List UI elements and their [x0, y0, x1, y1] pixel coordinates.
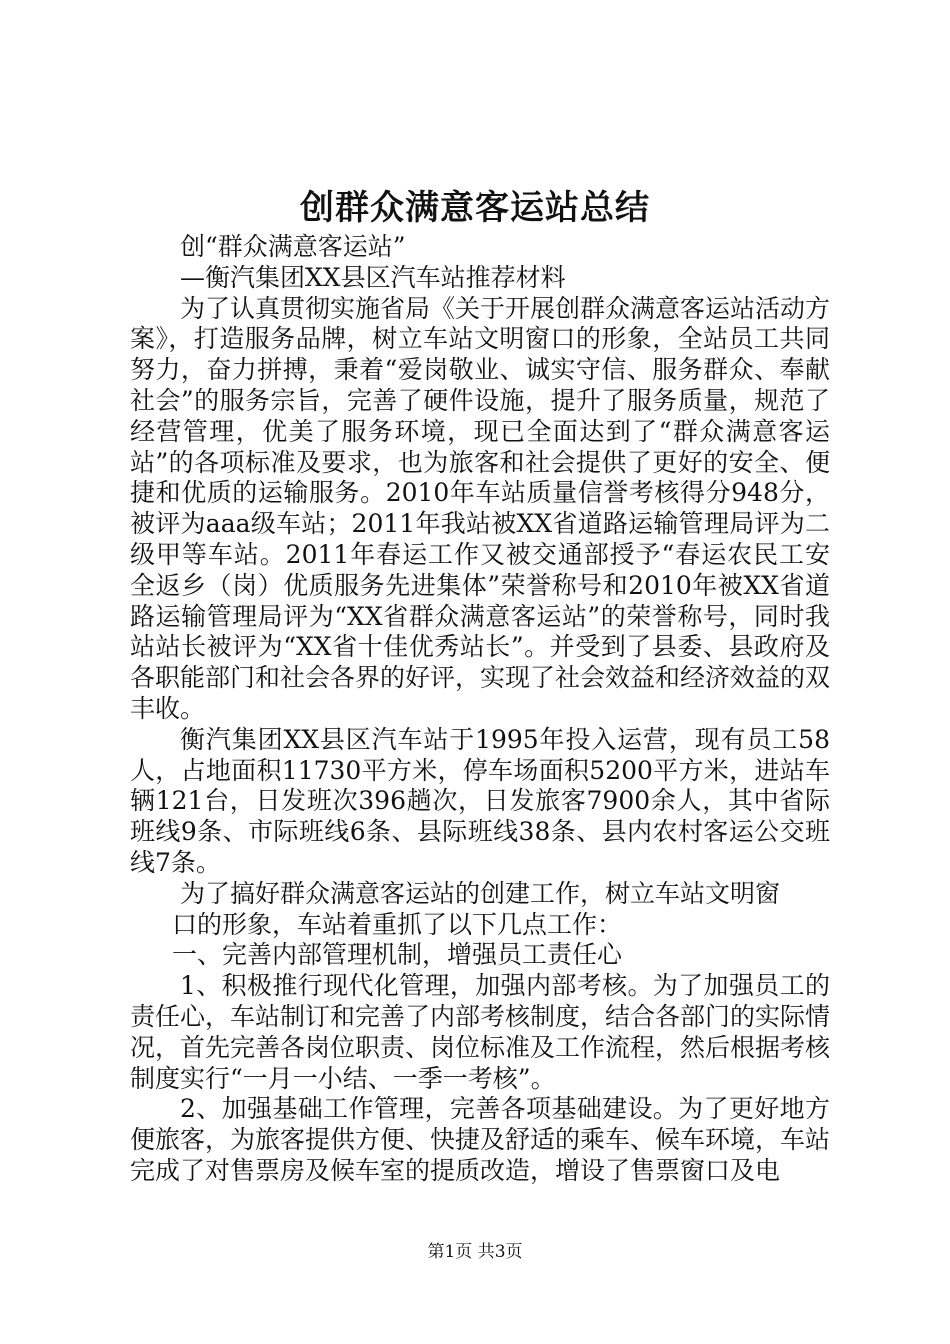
paragraph-work-lead-cont: 口的形象，车站着重抓了以下几点工作： — [172, 909, 623, 939]
paragraph-item-2: 2、加强基础工作管理，完善各项基础建设。为了更好地方便旅客，为旅客提供方便、快捷及舒适的乘车、候车环境，车站完成了对售票房及候车室的提质改造，增设了售票窗口及电 — [130, 1094, 831, 1185]
paragraph-intro: 为了认真贯彻实施省局《关于开展创群众满意客运站活动方案》，打造服务品牌，树立车站文明窗口的形象，全站员工共同努力，奋力拼搏，秉着“爱岗敬业、诚实守信、服务群众、奉献社会”的服务宗旨，完善了硬件设施，提升了服务质量，规范了经营管理，优美了服务环境，现已全面达到了“群众满意客运站”的各项标准及要求，也为旅客和社会提供了更好的安全、便捷和优质的运输服务。2010年车站质量信誉考核得分948分，被评为aaa级车站；2011年我站被XX省道路运输管理局评为二级甲等车站。2011年春运工作又被交通部授予“春运农民工安全返乡（岗）优质服务先进集体”荣誉称号和2010年被XX省道路运输管理局评为“XX省群众满意客运站”的荣誉称号，同时我站站长被评为“XX省十佳优秀站长”。并受到了县委、县政府及各职能部门和社会各界的好评，实现了社会效益和经济效益的双丰收。 — [130, 293, 831, 723]
paragraph-item-1: 1、积极推行现代化管理，加强内部考核。为了加强员工的责任心，车站制订和完善了内部考核制度，结合各部门的实际情况，首先完善各岗位职责、岗位标准及工作流程，然后根据考核制度实行“一月一小结、一季一考核”。 — [130, 971, 831, 1093]
paragraph-subtitle: 创“群众满意客运站” — [180, 232, 406, 261]
document-body — [130, 232, 830, 1187]
paragraph-overview: 衡汽集团XX县区汽车站于1995年投入运营，现有员工58人，占地面积11730平方米，停车场面积5200平方米，进站车辆121台，日发班次396趟次，日发旅客7900余人，其中省际班线9条、市际班线6条、县际班线38条、县内农村客运公交班线7条。 — [130, 724, 830, 877]
paragraph-source: —衡汽集团XX县区汽车站推荐材料 — [180, 262, 566, 292]
section-heading-1: 一、完善内部管理机制，增强员工责任心 — [172, 940, 623, 970]
document-title: 创群众满意客运站总结 — [300, 188, 650, 228]
page-footer: 第1页 共3页 — [427, 1242, 523, 1262]
paragraph-work-lead: 为了搞好群众满意客运站的创建工作，树立车站文明窗 — [180, 878, 781, 908]
